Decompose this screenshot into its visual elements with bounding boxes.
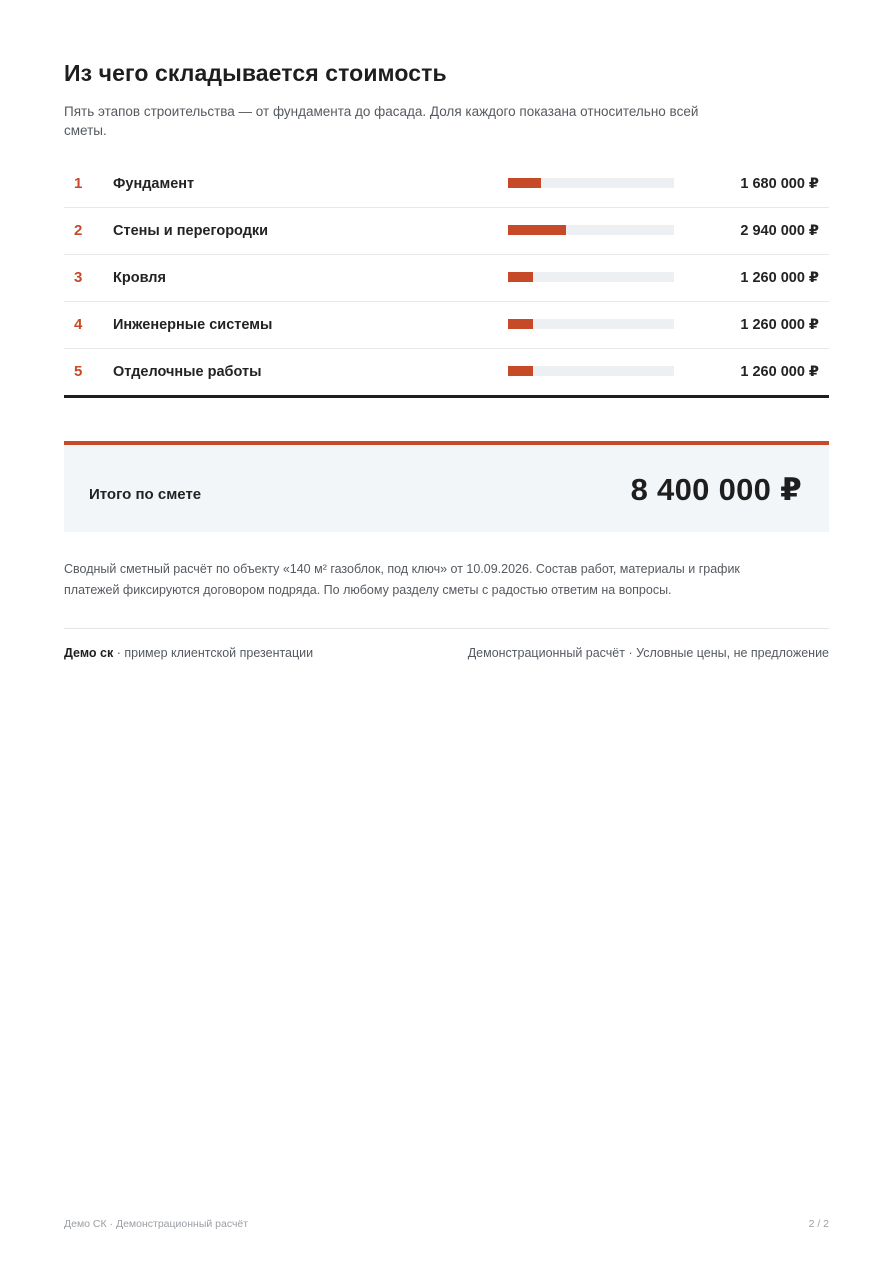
stage-number: 1	[74, 175, 83, 192]
stage-amount: 2 940 000 ₽	[740, 223, 819, 239]
page-number: 2 / 2	[808, 1218, 829, 1230]
stage-amount: 1 260 000 ₽	[740, 364, 819, 380]
stage-share-bar-fill	[508, 178, 541, 188]
estimate-note: Сводный сметный расчёт по объекту «140 м² газоблок, под ключ» от 10.09.2026. Состав работ, материалы и график платежей фиксируются договором подряда. По любому разделу сметы с радостью ответим на вопросы.	[64, 562, 740, 597]
stage-list	[64, 161, 829, 398]
footer-disclaimer: Демонстрационный расчёт · Условные цены, не предложение	[467, 646, 829, 660]
stage-number: 2	[74, 222, 83, 239]
total-value: 8 400 000 ₽	[630, 472, 802, 507]
page-footer-left: Демо СК · Демонстрационный расчёт	[64, 1218, 249, 1230]
stage-share-bar-fill	[508, 272, 533, 282]
stage-amount: 1 680 000 ₽	[740, 176, 819, 192]
stage-name: Кровля	[113, 270, 166, 286]
stage-amount: 1 260 000 ₽	[740, 270, 819, 286]
stage-amount: 1 260 000 ₽	[740, 317, 819, 333]
stage-number: 4	[74, 316, 83, 333]
page-subtitle: Пять этапов строительства — от фундамента до фасада. Доля каждого показана относительно всей сметы.	[64, 104, 699, 138]
total-block	[64, 441, 829, 532]
stage-number: 3	[74, 269, 83, 286]
page-title: Из чего складывается стоимость	[64, 60, 447, 86]
stage-row	[64, 302, 829, 349]
stage-share-bar	[508, 272, 674, 282]
stage-name: Стены и перегородки	[113, 223, 269, 239]
stage-row	[64, 349, 829, 395]
stage-name: Отделочные работы	[113, 364, 262, 380]
stage-share-bar-fill	[508, 319, 533, 329]
stage-row	[64, 255, 829, 302]
stage-share-bar-fill	[508, 225, 566, 235]
footer-brand: Демо ск	[64, 646, 114, 660]
stage-share-bar	[508, 366, 674, 376]
stage-number: 5	[74, 363, 83, 380]
footer-brand-suffix: · пример клиентской презентации	[113, 646, 314, 660]
stage-share-bar	[508, 178, 674, 188]
stage-row	[64, 208, 829, 255]
stage-name: Инженерные системы	[113, 317, 273, 333]
stage-row	[64, 161, 829, 208]
footer-brand-line	[64, 646, 313, 660]
stage-share-bar	[508, 319, 674, 329]
stage-name: Фундамент	[113, 176, 195, 192]
total-label: Итого по смете	[89, 486, 202, 503]
stage-share-bar	[508, 225, 674, 235]
stage-share-bar-fill	[508, 366, 533, 376]
footer-divider	[64, 628, 829, 629]
